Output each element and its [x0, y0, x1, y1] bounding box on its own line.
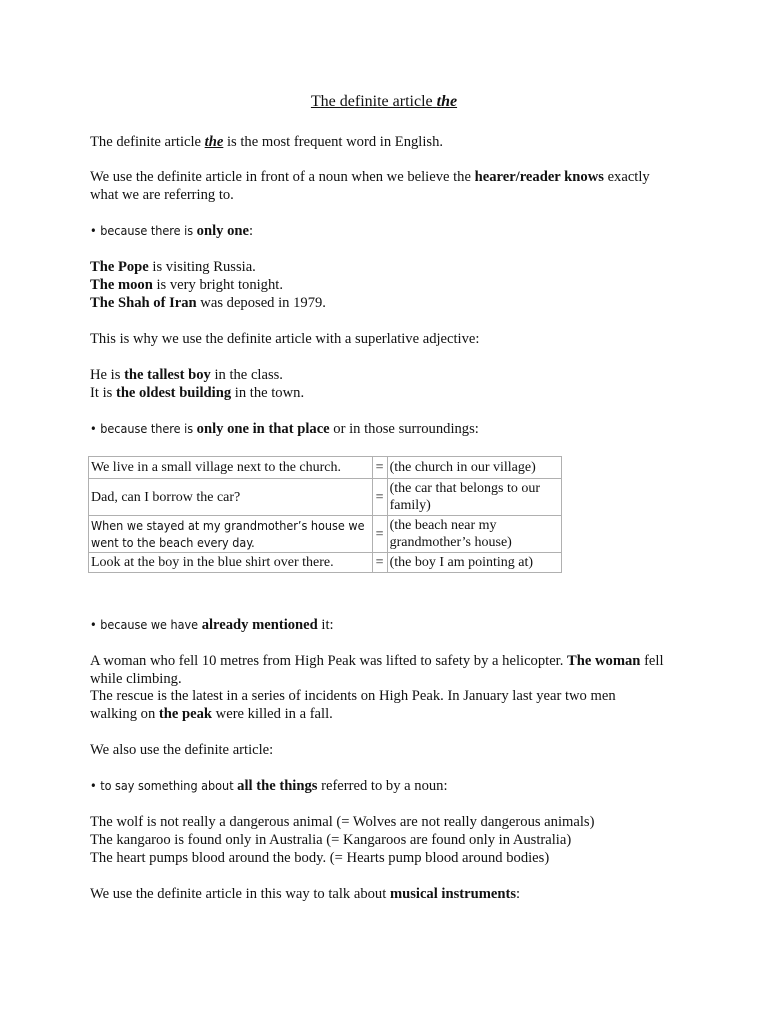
table-cell-equals: = — [372, 553, 387, 573]
bullet-only-one: • because there is only one: — [90, 223, 254, 239]
examples-table — [88, 456, 562, 573]
musical-instruments-line: We use the definite article in this way to talk about musical instruments: — [90, 886, 521, 902]
generic-example: The kangaroo is found only in Australia (= Kangaroos are found only in Australia) — [90, 832, 572, 848]
table-cell-equals: = — [372, 479, 387, 516]
table-cell-meaning: (the boy I am pointing at) — [387, 553, 561, 573]
only-one-example: The Shah of Iran was deposed in 1979. — [90, 295, 326, 311]
table-cell-equals: = — [372, 457, 387, 479]
table-cell-meaning: (the beach near my grandmother’s house) — [387, 516, 561, 553]
mentioned-paragraph-1: A woman who fell 10 metres from High Peak was lifted to safety by a helicopter. The woman fell while climbing. — [90, 653, 664, 687]
table-cell-equals: = — [372, 516, 387, 553]
generic-example: The wolf is not really a dangerous animal (= Wolves are not really dangerous animals) — [90, 814, 595, 830]
superlative-intro: This is why we use the definite article with a superlative adjective: — [90, 331, 480, 347]
only-one-example: The Pope is visiting Russia. — [90, 259, 256, 275]
table-cell-sentence: We live in a small village next to the church. — [89, 457, 373, 479]
table-row — [89, 457, 562, 479]
title-emphasis: the — [436, 93, 458, 110]
table-row — [89, 553, 562, 573]
intro-paragraph: The definite article the is the most frequent word in English. — [90, 134, 444, 150]
superlative-example: It is the oldest building in the town. — [90, 385, 305, 401]
bullet-all-things: • to say something about all the things referred to by a noun: — [90, 778, 448, 794]
table-cell-sentence: Look at the boy in the blue shirt over there. — [89, 553, 373, 573]
table-cell-sentence: When we stayed at my grandmother’s house we went to the beach every day. — [89, 516, 373, 553]
also-use-line: We also use the definite article: — [90, 742, 274, 758]
table-row — [89, 479, 562, 516]
generic-example: The heart pumps blood around the body. (= Hearts pump blood around bodies) — [90, 850, 550, 866]
page-title: The definite article the — [310, 93, 458, 110]
superlative-example: He is the tallest boy in the class. — [90, 367, 283, 383]
mentioned-paragraph-2: The rescue is the latest in a series of incidents on High Peak. In January last year two men walking on the peak were killed in a fall. — [90, 688, 616, 722]
bullet-only-one-in-place: • because there is only one in that place or in those surroundings: — [90, 421, 479, 437]
intro-emphasis: the — [204, 134, 224, 150]
table-cell-meaning: (the car that belongs to our family) — [387, 479, 561, 516]
table-row — [89, 516, 562, 553]
bullet-already-mentioned: • because we have already mentioned it: — [90, 617, 334, 633]
only-one-example: The moon is very bright tonight. — [90, 277, 283, 293]
table-cell-sentence: Dad, can I borrow the car? — [89, 479, 373, 516]
table-cell-meaning: (the church in our village) — [387, 457, 561, 479]
usage-paragraph: We use the definite article in front of a noun when we believe the hearer/reader knows exactly what we are referring to. — [90, 169, 650, 203]
